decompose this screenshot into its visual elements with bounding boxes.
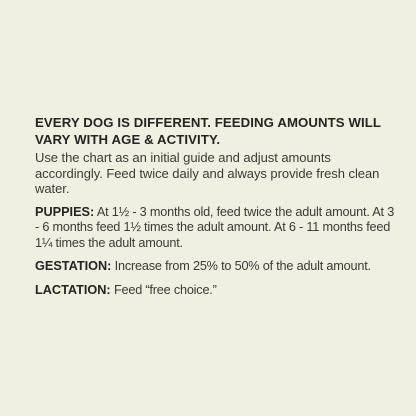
lactation-section: [35, 283, 395, 299]
puppies-text: At 1½ - 3 months old, feed twice the adult amount. At 3 - 6 months feed 1½ times the adult amount. At 6 - 11 months feed 1¼ times the adult amount.: [35, 204, 395, 250]
gestation-label: GESTATION:: [35, 259, 112, 273]
lactation-label: LACTATION:: [35, 282, 111, 297]
puppies-section: [35, 205, 395, 252]
lactation-text: Feed “free choice.”: [110, 282, 217, 297]
puppies-label: PUPPIES:: [35, 204, 95, 219]
feeding-guide-intro: Use the chart as an initial guide and adjust amounts accordingly. Feed twice daily and always provide fresh clean water.: [35, 150, 380, 196]
feeding-guide-panel: [35, 114, 395, 298]
gestation-text: Increase from 25% to 50% of the adult amount.: [111, 259, 371, 273]
gestation-section: [35, 259, 395, 275]
feeding-guide-heading: EVERY DOG IS DIFFERENT. FEEDING AMOUNTS WILL VARY WITH AGE & ACTIVITY.: [35, 115, 381, 147]
